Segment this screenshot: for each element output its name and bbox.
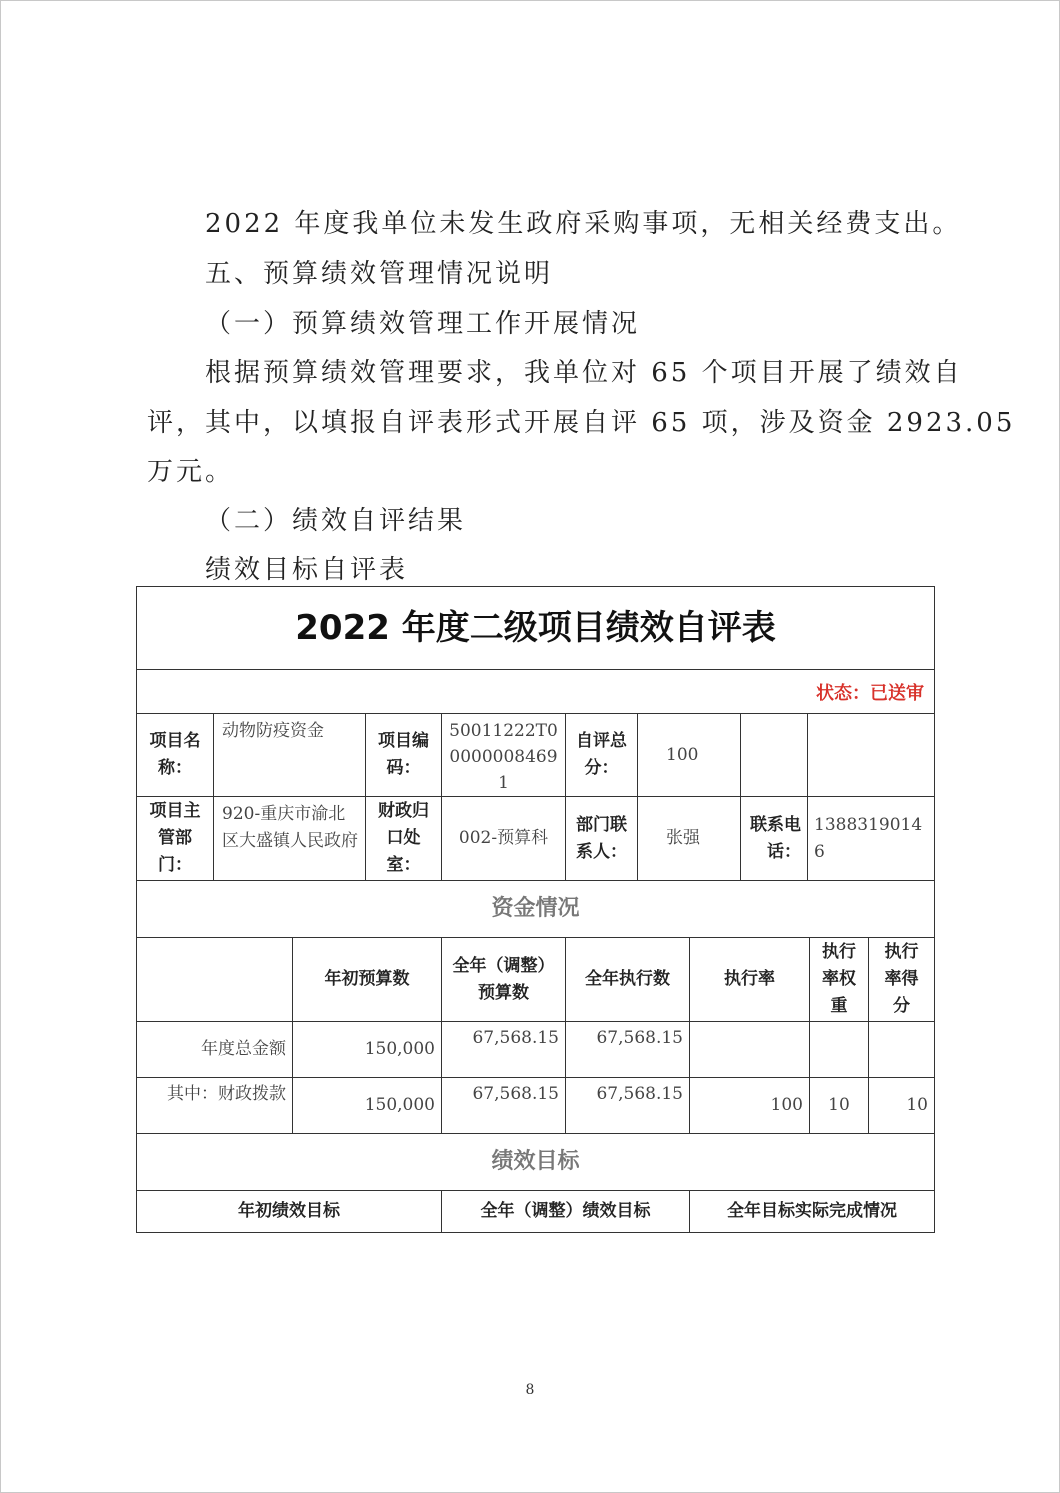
contact-label: 部门联系人： [565, 797, 637, 880]
paragraph-eval-line1: 根据预算绩效管理要求，我单位对 65 个项目开展了绩效自 [205, 358, 963, 388]
initial-budget-value: 150,000 [292, 1022, 441, 1077]
weight-value [809, 1022, 868, 1077]
empty-cell [740, 714, 807, 796]
page-number: 8 [525, 1382, 535, 1398]
exec-rate-value: 100 [689, 1078, 809, 1133]
self-eval-score-label: 自评总分： [565, 714, 637, 796]
row-label: 年度总金额 [201, 1039, 286, 1059]
header-executed: 全年执行数 [565, 938, 689, 1021]
subsection-heading-1: （一）预算绩效管理工作开展情况 [205, 309, 641, 339]
weight-value: 10 [809, 1078, 868, 1133]
score-value: 10 [868, 1078, 934, 1133]
empty-cell [807, 714, 934, 796]
dept-label: 项目主管部门： [149, 801, 201, 875]
goals-header-row [137, 1190, 934, 1232]
header-exec-rate: 执行率 [689, 938, 809, 1021]
self-eval-table [136, 586, 935, 1233]
project-code-label: 项目编码： [365, 714, 441, 796]
header-adjusted-budget: 全年（调整）预算数 [441, 938, 565, 1021]
goals-section-title: 绩效目标 [491, 1149, 580, 1174]
funds-row-fiscal [137, 1077, 934, 1133]
executed-value: 67,568.15 [565, 1078, 689, 1133]
header-actual-completion: 全年目标实际完成情况 [689, 1191, 934, 1232]
project-code-value: 50011222T000000084691 [441, 714, 565, 796]
paragraph-eval-line3: 万元。 [147, 457, 235, 487]
funds-section-row [137, 880, 934, 937]
finance-office-value: 002-预算科 [441, 797, 565, 880]
header-adjusted-goal: 全年（调整）绩效目标 [441, 1191, 689, 1232]
info-row-2 [137, 796, 934, 880]
funds-row-total [137, 1021, 934, 1077]
dept-value: 920-重庆市渝北区大盛镇人民政府 [213, 797, 365, 880]
table-title-row [137, 587, 934, 669]
self-eval-score-value: 100 [637, 714, 740, 796]
finance-office-label: 财政归口处室： [365, 797, 441, 880]
funds-section-title: 资金情况 [491, 896, 580, 921]
adjusted-budget-value: 67,568.15 [441, 1022, 565, 1077]
header-initial-budget: 年初预算数 [292, 938, 441, 1021]
subsection-heading-2: （二）绩效自评结果 [205, 506, 467, 536]
status-row [137, 669, 934, 713]
project-name-label: 项目名称： [149, 731, 201, 778]
exec-rate-value [689, 1022, 809, 1077]
header-score: 执行率得分 [868, 938, 934, 1021]
funds-header-row [137, 937, 934, 1021]
executed-value: 67,568.15 [565, 1022, 689, 1077]
goals-section-row [137, 1133, 934, 1190]
table-caption: 绩效目标自评表 [205, 555, 409, 585]
empty-header-cell [137, 938, 292, 1021]
header-initial-goal: 年初绩效目标 [238, 1201, 340, 1221]
table-title: 2022 年度二级项目绩效自评表 [295, 608, 776, 648]
section-heading-5: 五、预算绩效管理情况说明 [205, 259, 554, 289]
adjusted-budget-value: 67,568.15 [441, 1078, 565, 1133]
phone-value: 13883190146 [807, 797, 934, 880]
info-row-1 [137, 713, 934, 796]
paragraph-procurement: 2022 年度我单位未发生政府采购事项，无相关经费支出。 [205, 209, 962, 239]
project-name-value: 动物防疫资金 [213, 714, 365, 796]
score-value [868, 1022, 934, 1077]
contact-value: 张强 [637, 797, 740, 880]
row-label: 其中：财政拨款 [167, 1084, 286, 1104]
initial-budget-value: 150,000 [292, 1078, 441, 1133]
header-weight: 执行率权重 [809, 938, 868, 1021]
paragraph-eval-line2: 评，其中，以填报自评表形式开展自评 65 项，涉及资金 2923.05 [147, 408, 1016, 438]
phone-label: 联系电话： [740, 797, 807, 880]
status-badge: 状态：已送审 [816, 682, 924, 704]
